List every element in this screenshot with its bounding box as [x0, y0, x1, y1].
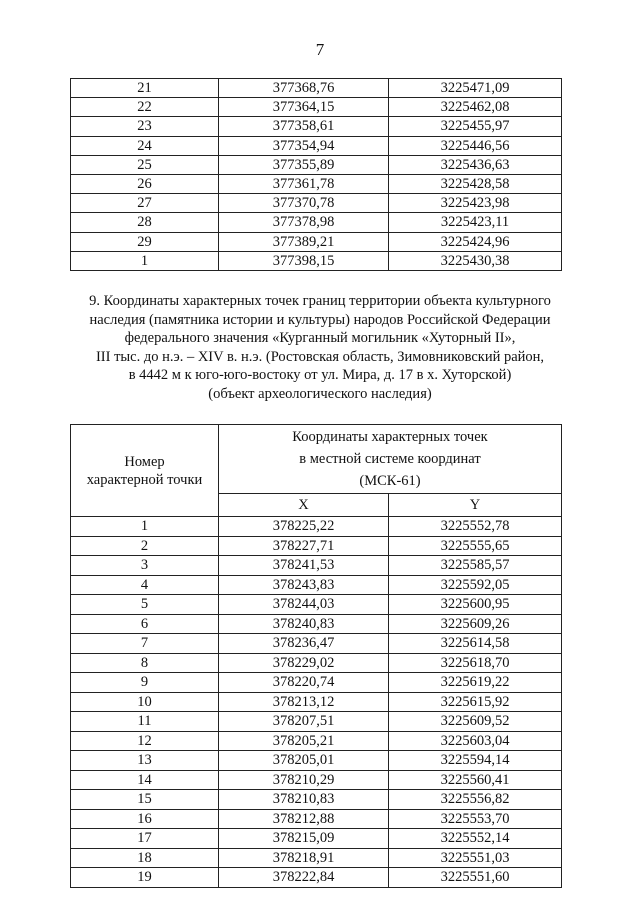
- x-coordinate-cell: 377355,89: [219, 155, 389, 174]
- table-row: [71, 79, 562, 98]
- point-number-cell: 14: [71, 770, 219, 790]
- table-row: [71, 790, 562, 810]
- y-coordinate-cell: 3225423,98: [389, 194, 562, 213]
- header-point-line: Номер: [124, 453, 165, 470]
- table-row: [71, 117, 562, 136]
- point-number-cell: 5: [71, 595, 219, 615]
- point-number-cell: 13: [71, 751, 219, 771]
- x-coordinate-cell: 377364,15: [219, 98, 389, 117]
- table-row: [71, 575, 562, 595]
- point-number-cell: 3: [71, 556, 219, 576]
- y-coordinate-cell: 3225553,70: [389, 809, 562, 829]
- point-number-cell: 1: [71, 251, 219, 270]
- table-row: [71, 232, 562, 251]
- x-coordinate-cell: 378229,02: [219, 653, 389, 673]
- header-point-line: характерной точки: [86, 471, 203, 488]
- table-row: [71, 155, 562, 174]
- point-number-cell: 17: [71, 829, 219, 849]
- y-coordinate-cell: 3225585,57: [389, 556, 562, 576]
- y-coordinate-cell: 3225615,92: [389, 692, 562, 712]
- point-number-cell: 1: [71, 517, 219, 537]
- point-number-cell: 4: [71, 575, 219, 595]
- point-number-cell: 2: [71, 536, 219, 556]
- point-number-cell: 18: [71, 848, 219, 868]
- x-coordinate-cell: 378218,91: [219, 848, 389, 868]
- x-coordinate-cell: 378236,47: [219, 634, 389, 654]
- y-coordinate-cell: 3225446,56: [389, 136, 562, 155]
- x-coordinate-cell: 378212,88: [219, 809, 389, 829]
- x-coordinate-cell: 378210,29: [219, 770, 389, 790]
- table-row: [71, 614, 562, 634]
- y-coordinate-cell: 3225423,11: [389, 213, 562, 232]
- x-coordinate-cell: 378205,21: [219, 731, 389, 751]
- table-row: [71, 536, 562, 556]
- x-coordinate-cell: 378227,71: [219, 536, 389, 556]
- section-title-line: в 4442 м к юго-юго-востоку от ул. Мира, д. 17 в х. Хуторской): [128, 367, 512, 384]
- x-coordinate-cell: 377398,15: [219, 251, 389, 270]
- point-number-cell: 28: [71, 213, 219, 232]
- x-coordinate-cell: 378240,83: [219, 614, 389, 634]
- point-number-cell: 19: [71, 868, 219, 888]
- x-coordinate-cell: 377354,94: [219, 136, 389, 155]
- x-coordinate-cell: 377368,76: [219, 79, 389, 98]
- y-coordinate-cell: 3225552,78: [389, 517, 562, 537]
- point-number-cell: 9: [71, 673, 219, 693]
- table-row: [71, 213, 562, 232]
- point-number-cell: 27: [71, 194, 219, 213]
- point-number-cell: 8: [71, 653, 219, 673]
- table-row: [71, 136, 562, 155]
- x-coordinate-cell: 377389,21: [219, 232, 389, 251]
- y-coordinate-cell: 3225455,97: [389, 117, 562, 136]
- x-coordinate-cell: 377358,61: [219, 117, 389, 136]
- header-coords-line: Координаты характерных точек: [292, 429, 488, 445]
- point-number-cell: 10: [71, 692, 219, 712]
- x-coordinate-cell: 377361,78: [219, 175, 389, 194]
- table-row: [71, 868, 562, 888]
- y-coordinate-cell: 3225618,70: [389, 653, 562, 673]
- page-number: 7: [315, 40, 325, 59]
- table1-body: [71, 79, 562, 271]
- y-coordinate-cell: 3225609,52: [389, 712, 562, 732]
- x-coordinate-cell: 377378,98: [219, 213, 389, 232]
- x-coordinate-cell: 377370,78: [219, 194, 389, 213]
- y-coordinate-cell: 3225609,26: [389, 614, 562, 634]
- y-coordinate-cell: 3225551,03: [389, 848, 562, 868]
- y-coordinate-cell: 3225603,04: [389, 731, 562, 751]
- table-row: [71, 194, 562, 213]
- y-coordinate-cell: 3225556,82: [389, 790, 562, 810]
- table-row: [71, 673, 562, 693]
- header-x: X: [219, 494, 389, 517]
- y-coordinate-cell: 3225551,60: [389, 868, 562, 888]
- y-coordinate-cell: 3225462,08: [389, 98, 562, 117]
- header-point-number: [71, 425, 219, 517]
- point-number-cell: 21: [71, 79, 219, 98]
- table2-body: [71, 517, 562, 888]
- y-coordinate-cell: 3225471,09: [389, 79, 562, 98]
- y-coordinate-cell: 3225428,58: [389, 175, 562, 194]
- point-number-cell: 29: [71, 232, 219, 251]
- y-coordinate-cell: 3225552,14: [389, 829, 562, 849]
- point-number-cell: 7: [71, 634, 219, 654]
- point-number-cell: 23: [71, 117, 219, 136]
- x-coordinate-cell: 378241,53: [219, 556, 389, 576]
- point-number-cell: 26: [71, 175, 219, 194]
- y-coordinate-cell: 3225555,65: [389, 536, 562, 556]
- table-row: [71, 653, 562, 673]
- table-row: [71, 692, 562, 712]
- section-title: [60, 292, 580, 404]
- table-row: [71, 751, 562, 771]
- coordinates-table: [70, 424, 562, 888]
- point-number-cell: 6: [71, 614, 219, 634]
- y-coordinate-cell: 3225560,41: [389, 770, 562, 790]
- x-coordinate-cell: 378244,03: [219, 595, 389, 615]
- x-coordinate-cell: 378205,01: [219, 751, 389, 771]
- section-title-line: (объект археологического наследия): [208, 385, 432, 402]
- section-title-line: III тыс. до н.э. – XIV в. н.э. (Ростовская область, Зимовниковский район,: [95, 348, 545, 365]
- table-row: [71, 770, 562, 790]
- table-row: [71, 98, 562, 117]
- table-row: [71, 595, 562, 615]
- point-number-cell: 25: [71, 155, 219, 174]
- header-y: Y: [389, 494, 562, 517]
- section-title-line: 9. Координаты характерных точек границ территории объекта культурного: [89, 293, 551, 309]
- table-row: [71, 731, 562, 751]
- header-coords-line: (МСК-61): [359, 473, 421, 489]
- x-coordinate-cell: 378225,22: [219, 517, 389, 537]
- table-row: [71, 251, 562, 270]
- section-title-line: наследия (памятника истории и культуры) народов Российской Федерации: [89, 311, 551, 328]
- y-coordinate-cell: 3225594,14: [389, 751, 562, 771]
- table-row: [71, 848, 562, 868]
- y-coordinate-cell: 3225436,63: [389, 155, 562, 174]
- y-coordinate-cell: 3225430,38: [389, 251, 562, 270]
- x-coordinate-cell: 378215,09: [219, 829, 389, 849]
- table-row: [71, 634, 562, 654]
- point-number-cell: 11: [71, 712, 219, 732]
- x-coordinate-cell: 378220,74: [219, 673, 389, 693]
- table-row: [71, 712, 562, 732]
- x-coordinate-cell: 378207,51: [219, 712, 389, 732]
- point-number-cell: 12: [71, 731, 219, 751]
- x-coordinate-cell: 378243,83: [219, 575, 389, 595]
- y-coordinate-cell: 3225614,58: [389, 634, 562, 654]
- y-coordinate-cell: 3225600,95: [389, 595, 562, 615]
- coordinates-table-continued: [70, 78, 562, 271]
- header-coordinates: [219, 425, 562, 494]
- point-number-cell: 22: [71, 98, 219, 117]
- table-row: [71, 809, 562, 829]
- x-coordinate-cell: 378222,84: [219, 868, 389, 888]
- table-row: [71, 517, 562, 537]
- point-number-cell: 15: [71, 790, 219, 810]
- table-row: [71, 556, 562, 576]
- table-row: [71, 829, 562, 849]
- y-coordinate-cell: 3225424,96: [389, 232, 562, 251]
- table-row: [71, 175, 562, 194]
- point-number-cell: 24: [71, 136, 219, 155]
- section-title-line: федерального значения «Курганный могильник «Хуторный II»,: [124, 330, 516, 347]
- y-coordinate-cell: 3225619,22: [389, 673, 562, 693]
- header-coords-line: в местной системе координат: [299, 451, 481, 467]
- y-coordinate-cell: 3225592,05: [389, 575, 562, 595]
- x-coordinate-cell: 378213,12: [219, 692, 389, 712]
- x-coordinate-cell: 378210,83: [219, 790, 389, 810]
- point-number-cell: 16: [71, 809, 219, 829]
